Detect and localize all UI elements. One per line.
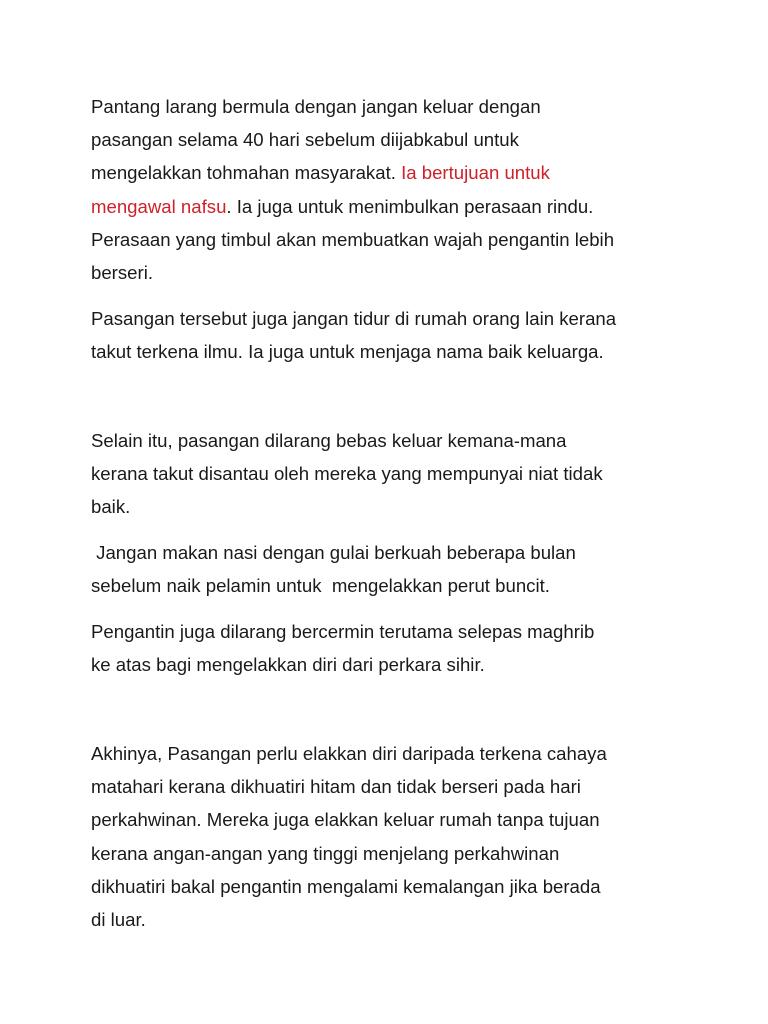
text-line: dikhuatiri bakal pengantin mengalami kemalangan jika berada (91, 875, 601, 897)
text-line (91, 190, 614, 223)
text-line: perkahwinan. Mereka juga elakkan keluar rumah tanpa tujuan (91, 809, 600, 831)
text-line: berseri. (91, 261, 154, 283)
text-line: kerana angan-angan yang tinggi menjelang perkahwinan (91, 842, 560, 864)
text-line: Jangan makan nasi dengan gulai berkuah beberapa bulan (91, 542, 576, 563)
text-line: kerana takut disantau oleh mereka yang mempunyai niat tidak (91, 463, 603, 485)
highlighted-text: mengawal nafsu (91, 195, 227, 217)
highlighted-text: Ia bertujuan untuk (401, 162, 550, 184)
text-segment: . Ia juga untuk menimbulkan perasaan rindu. (226, 195, 594, 217)
text-line: Selain itu, pasangan dilarang bebas keluar kemana-mana (91, 430, 567, 451)
text-line (91, 156, 614, 189)
text-line: Pasangan tersebut juga jangan tidur di rumah orang lain kerana (91, 308, 617, 329)
paragraph-4 (91, 536, 576, 602)
text-line: Akhinya, Pasangan perlu elakkan diri daripada terkena cahaya (91, 743, 607, 764)
text-line: matahari kerana dikhuatiri hitam dan tidak berseri pada hari (91, 776, 581, 798)
paragraph-6 (91, 737, 607, 936)
text-line: takut terkena ilmu. Ia juga untuk menjaga nama baik keluarga. (91, 341, 604, 363)
text-line: baik. (91, 496, 131, 518)
paragraph-2 (91, 302, 616, 368)
paragraph-3 (91, 424, 603, 524)
text-line: Pengantin juga dilarang bercermin terutama selepas maghrib (91, 621, 595, 642)
text-line: ke atas bagi mengelakkan diri dari perkara sihir. (91, 654, 485, 676)
text-line: pasangan selama 40 hari sebelum diijabkabul untuk (91, 129, 519, 151)
paragraph-1 (91, 90, 614, 289)
text-segment: mengelakkan tohmahan masyarakat. (91, 162, 402, 184)
text-line: sebelum naik pelamin untuk mengelakkan perut buncit. (91, 575, 550, 597)
text-line: di luar. (91, 908, 146, 930)
paragraph-5 (91, 615, 594, 681)
text-line: Pantang larang bermula dengan jangan keluar dengan (91, 96, 541, 117)
text-line: Perasaan yang timbul akan membuatkan wajah pengantin lebih (91, 228, 615, 250)
